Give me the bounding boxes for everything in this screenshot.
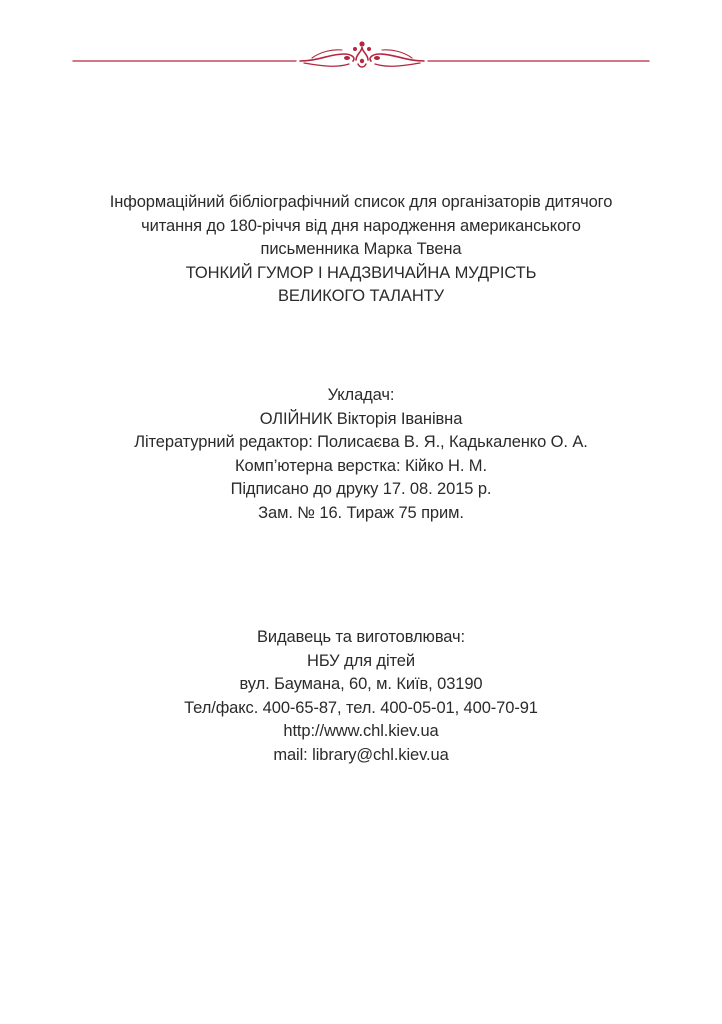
floral-divider-icon xyxy=(0,30,722,80)
title-line: ВЕЛИКОГО ТАЛАНТУ xyxy=(278,287,444,305)
description-line: Інформаційний бібліографічний список для організаторів дитячого xyxy=(109,193,613,211)
publisher-email: mail: library@chl.kiev.ua xyxy=(273,745,449,764)
title-line: ТОНКИЙ ГУМОР І НАДЗВИЧАЙНА МУДРІСТЬ xyxy=(185,263,537,282)
publisher-name: НБУ для дітей xyxy=(307,651,415,670)
publisher-block xyxy=(0,626,722,767)
compiler-label: Укладач: xyxy=(327,386,395,404)
signed-date: Підписано до друку 17. 08. 2015 р. xyxy=(230,480,492,498)
description-block xyxy=(0,191,722,309)
publisher-website: http://www.chl.kiev.ua xyxy=(283,722,439,740)
layout-credit: Комп’ютерна верстка: Кійко Н. М. xyxy=(235,456,487,475)
compiler-name: ОЛІЙНИК Вікторія Іванівна xyxy=(259,409,463,428)
publisher-phones: Тел/факс. 400-65-87, тел. 400-05-01, 400-70-91 xyxy=(184,698,538,717)
order-info: Зам. № 16. Тираж 75 прим. xyxy=(258,503,464,522)
publisher-label: Видавець та виготовлювач: xyxy=(256,628,465,646)
credits-block xyxy=(0,384,722,525)
description-line: читання до 180-річчя від дня народження американського xyxy=(141,216,581,235)
editor-credit: Літературний редактор: Полисаєва В. Я., Кадькаленко О. А. xyxy=(134,433,588,451)
description-line: письменника Марка Твена xyxy=(260,240,462,258)
publisher-address: вул. Баумана, 60, м. Київ, 03190 xyxy=(239,675,483,693)
